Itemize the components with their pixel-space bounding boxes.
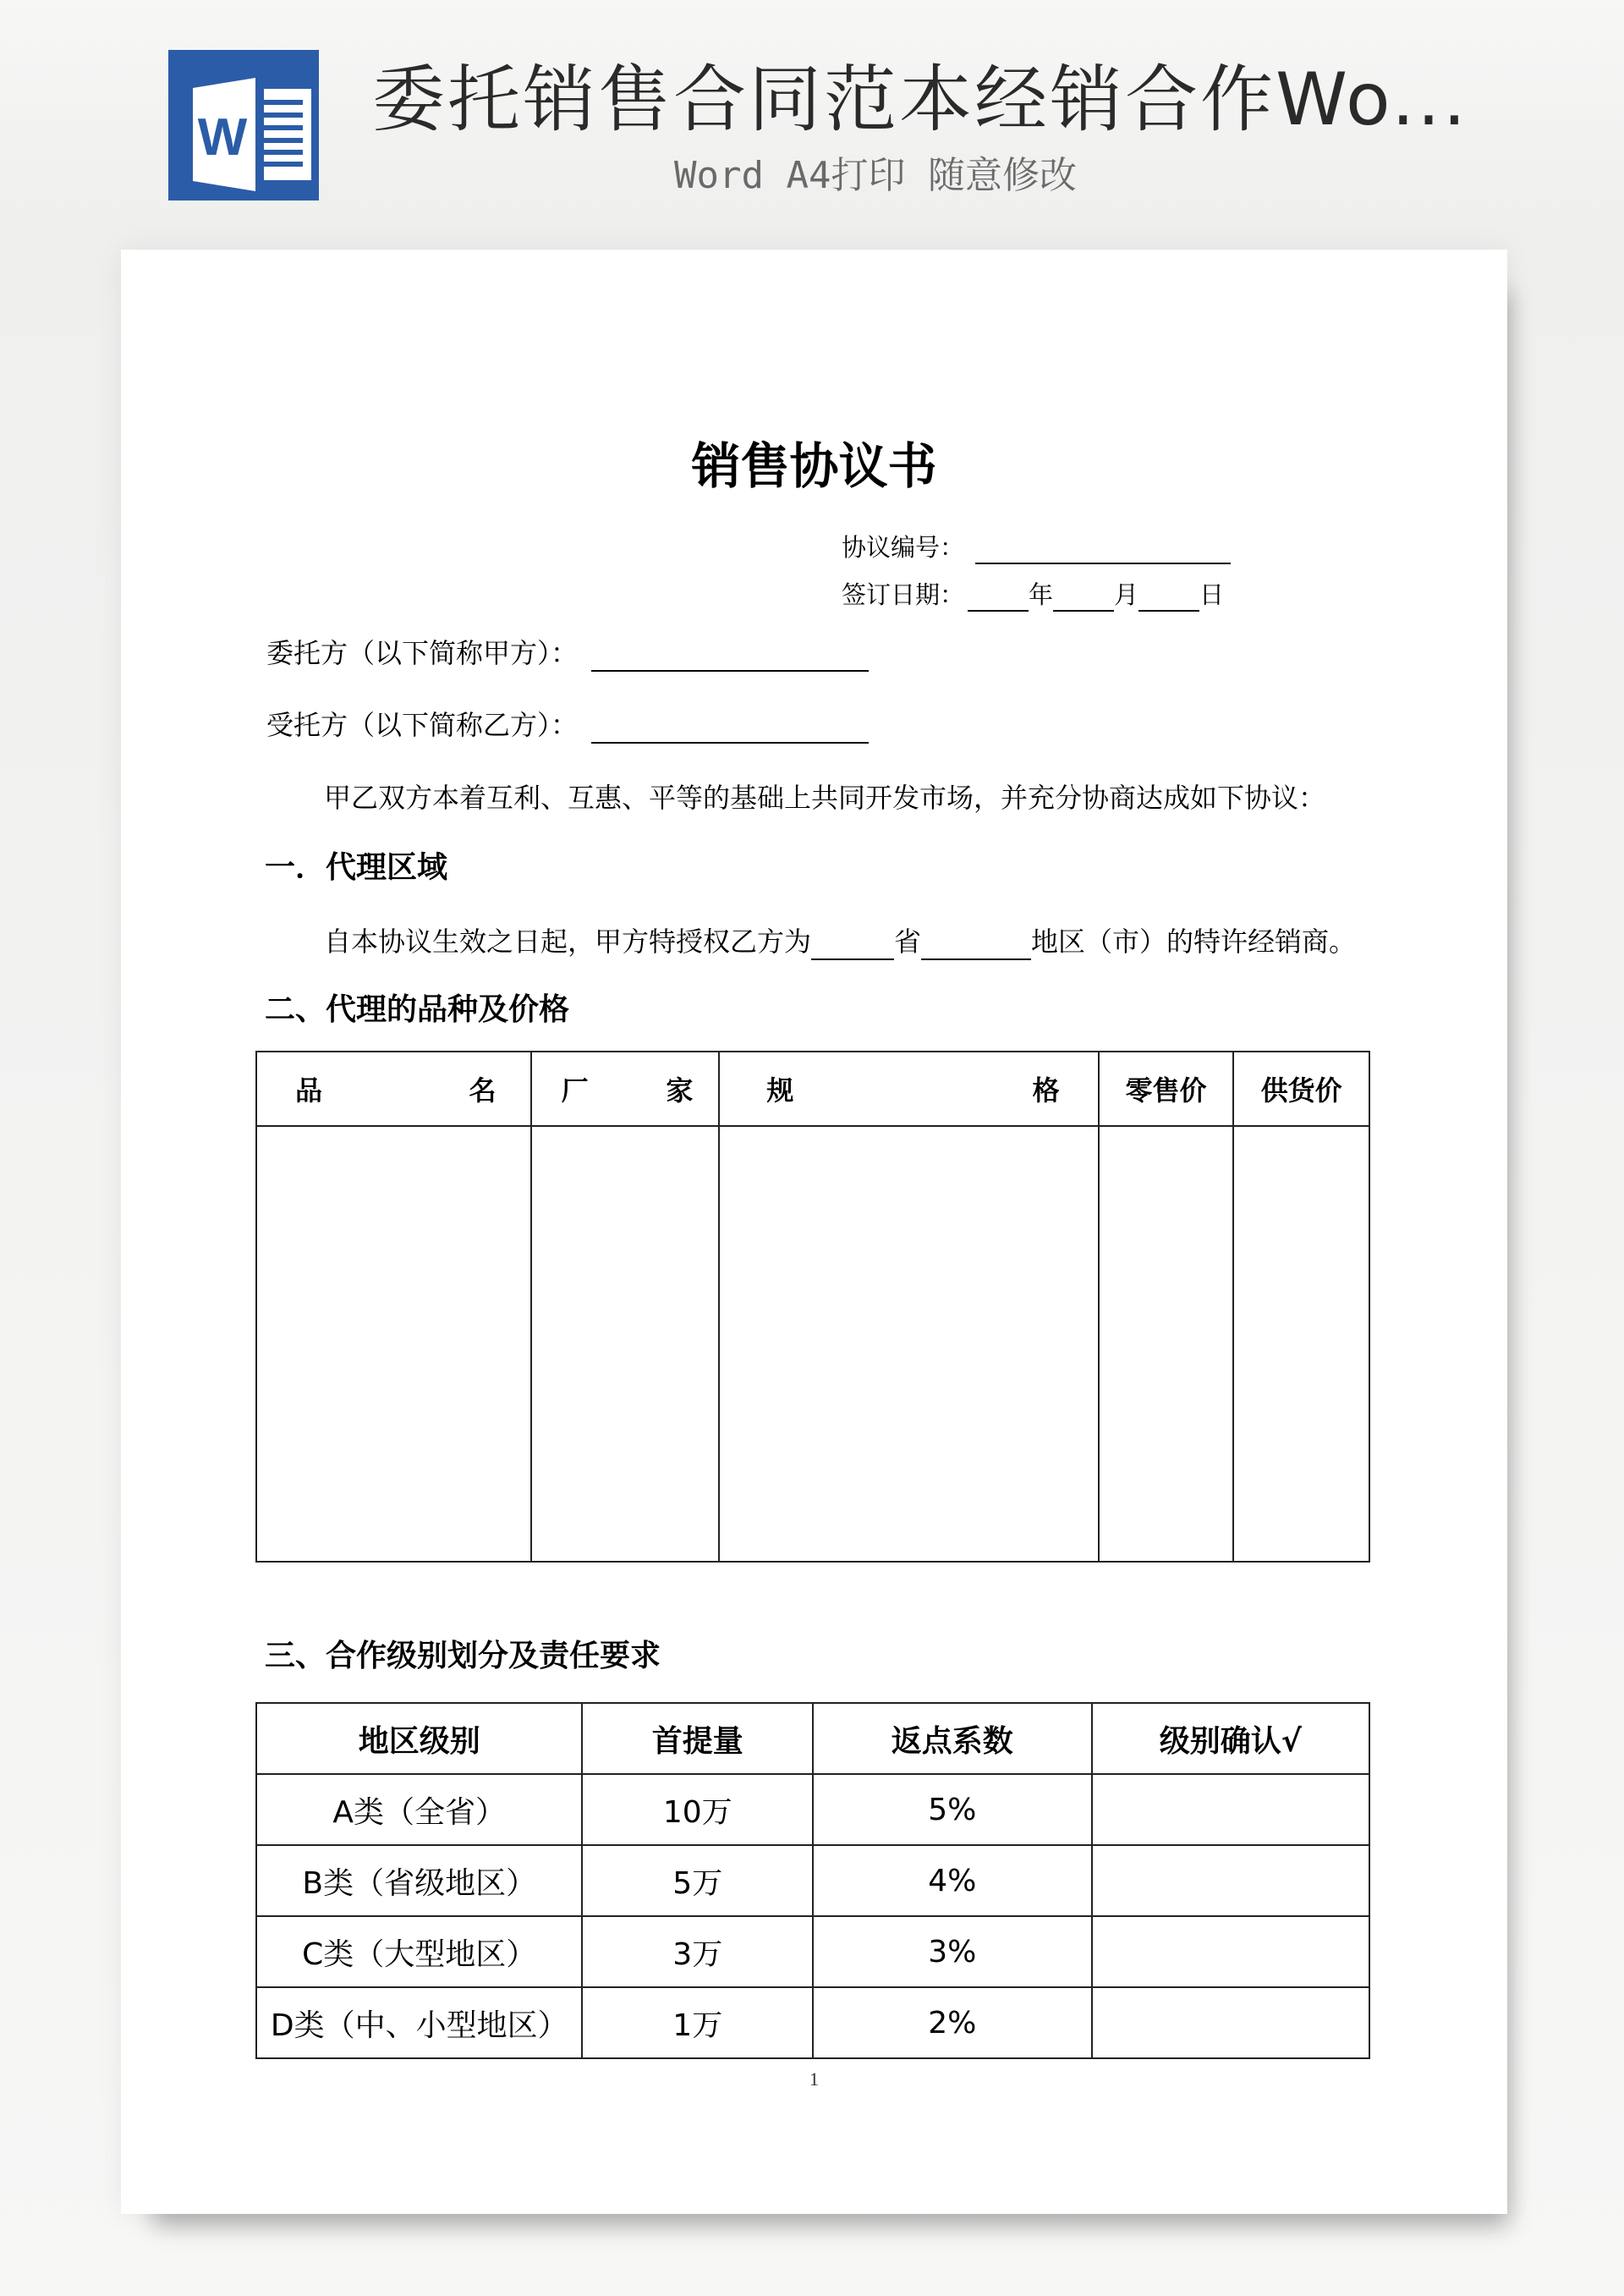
sign-year-field[interactable] [968,585,1029,612]
header-manufacturer: 厂 家 [531,1052,720,1126]
cell-level-confirm[interactable] [1092,1845,1369,1916]
cell-region-level: B类（省级地区） [256,1845,582,1916]
party-a-field[interactable] [591,645,869,672]
cell-first-order: 10万 [582,1774,813,1845]
cell-region-level: D类（中、小型地区） [256,1987,582,2058]
header-product-name: 品 名 [256,1052,531,1126]
page-number: 1 [809,2068,819,2090]
cell-rebate-rate: 4% [813,1845,1091,1916]
table-row [256,1774,1369,1845]
year-label: 年 [1029,580,1054,609]
cell-specification[interactable] [719,1126,1098,1562]
day-label: 日 [1199,580,1225,609]
sign-day-field[interactable] [1138,585,1199,612]
sign-month-field[interactable] [1053,585,1114,612]
section-1-text-before: 自本协议生效之日起，甲方特授权乙方为 [324,926,812,958]
cell-supply-price[interactable] [1233,1126,1369,1562]
province-field[interactable] [811,933,894,960]
cell-level-confirm[interactable] [1092,1916,1369,1987]
cell-rebate-rate: 3% [813,1916,1091,1987]
header-region-level: 地区级别 [256,1703,582,1774]
section-1-text-after: 地区（市）的特许经销商。 [1031,926,1357,958]
cell-rebate-rate: 2% [813,1987,1091,2058]
header-specification: 规 格 [719,1052,1098,1126]
party-b-row [266,706,869,744]
table-header-row [256,1052,1369,1126]
table-row [256,1845,1369,1916]
cell-region-level: C类（大型地区） [256,1916,582,1987]
agreement-number-field[interactable] [975,537,1231,564]
banner-title: 委托销售合同范本经销合作Wo... [372,58,1469,142]
header-retail-price: 零售价 [1099,1052,1234,1126]
section-1-heading: 一．代理区域 [265,850,448,885]
table-row [256,1987,1369,2058]
agreement-number-label: 协议编号： [842,533,965,562]
province-label: 省 [894,926,922,958]
table-header-row [256,1703,1369,1774]
cell-first-order: 1万 [582,1987,813,2058]
banner-subtitle: Word A4打印 随意修改 [674,154,1077,197]
cell-level-confirm[interactable] [1092,1774,1369,1845]
document-title: 销售协议书 [691,437,937,495]
region-field[interactable] [921,933,1031,960]
cell-product-name[interactable] [256,1126,531,1562]
table-row [256,1916,1369,1987]
cell-retail-price[interactable] [1099,1126,1234,1562]
cell-level-confirm[interactable] [1092,1987,1369,2058]
section-2-heading: 二、代理的品种及价格 [265,992,570,1027]
sign-date-row [842,578,1224,612]
svg-text:W: W [197,108,248,167]
party-a-row [266,634,869,672]
sign-date-label: 签订日期： [842,580,965,609]
header-rebate-rate: 返点系数 [813,1703,1091,1774]
cell-first-order: 5万 [582,1845,813,1916]
party-b-field[interactable] [591,717,869,744]
cell-first-order: 3万 [582,1916,813,1987]
section-3-heading: 三、合作级别划分及责任要求 [265,1639,661,1673]
product-price-table [255,1051,1370,1563]
party-b-label: 受托方（以下简称乙方）： [266,709,579,741]
header-first-order: 首提量 [582,1703,813,1774]
table-row [256,1126,1369,1562]
intro-paragraph: 甲乙双方本着互利、互惠、平等的基础上共同开发市场，并充分协商达成如下协议： [324,782,1326,814]
header-level-confirm: 级别确认√ [1092,1703,1369,1774]
header-supply-price: 供货价 [1233,1052,1369,1126]
month-label: 月 [1114,580,1139,609]
cooperation-level-table [255,1702,1370,2059]
document-page [121,250,1507,2214]
cell-manufacturer[interactable] [531,1126,720,1562]
section-1-text [324,923,1356,960]
cell-region-level: A类（全省） [256,1774,582,1845]
agreement-number-row [842,530,1231,564]
party-a-label: 委托方（以下简称甲方）： [266,637,579,669]
cell-rebate-rate: 5% [813,1774,1091,1845]
